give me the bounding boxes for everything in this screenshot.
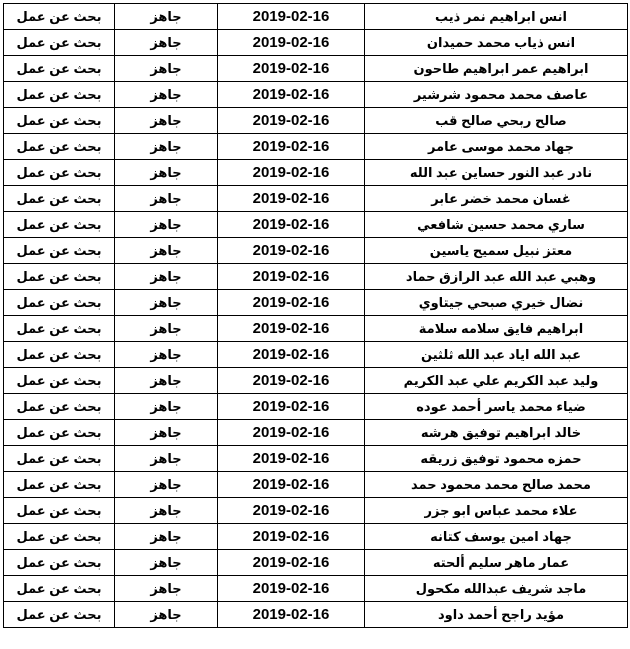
- name-cell: عمار ماهر سليم ألحته: [365, 550, 628, 576]
- table-row: [4, 134, 628, 160]
- name-cell: عاصف محمد محمود شرشير: [365, 82, 628, 108]
- date-cell: 2019-02-16: [218, 446, 365, 472]
- table-row: [4, 186, 628, 212]
- date-cell: 2019-02-16: [218, 498, 365, 524]
- date-cell: 2019-02-16: [218, 394, 365, 420]
- table-row: [4, 4, 628, 30]
- status-cell: بحث عن عمل: [4, 30, 115, 56]
- table-row: [4, 524, 628, 550]
- date-cell: 2019-02-16: [218, 342, 365, 368]
- date-cell: 2019-02-16: [218, 134, 365, 160]
- table-row: [4, 472, 628, 498]
- readiness-cell: جاهز: [115, 394, 218, 420]
- name-cell: انس ابراهيم نمر ذيب: [365, 4, 628, 30]
- date-cell: 2019-02-16: [218, 420, 365, 446]
- status-cell: بحث عن عمل: [4, 394, 115, 420]
- table-row: [4, 82, 628, 108]
- date-cell: 2019-02-16: [218, 472, 365, 498]
- date-cell: 2019-02-16: [218, 264, 365, 290]
- readiness-cell: جاهز: [115, 238, 218, 264]
- name-cell: نادر عبد النور حساين عبد الله: [365, 160, 628, 186]
- table-row: [4, 316, 628, 342]
- readiness-cell: جاهز: [115, 446, 218, 472]
- readiness-cell: جاهز: [115, 550, 218, 576]
- table-row: [4, 498, 628, 524]
- table-row: [4, 576, 628, 602]
- table-row: [4, 420, 628, 446]
- status-cell: بحث عن عمل: [4, 160, 115, 186]
- status-cell: بحث عن عمل: [4, 108, 115, 134]
- status-cell: بحث عن عمل: [4, 576, 115, 602]
- name-cell: وهبي عبد الله عبد الرازق حماد: [365, 264, 628, 290]
- date-cell: 2019-02-16: [218, 238, 365, 264]
- date-cell: 2019-02-16: [218, 212, 365, 238]
- date-cell: 2019-02-16: [218, 82, 365, 108]
- table-row: [4, 56, 628, 82]
- table-row: [4, 290, 628, 316]
- readiness-cell: جاهز: [115, 420, 218, 446]
- status-cell: بحث عن عمل: [4, 524, 115, 550]
- status-cell: بحث عن عمل: [4, 446, 115, 472]
- status-cell: بحث عن عمل: [4, 290, 115, 316]
- readiness-cell: جاهز: [115, 134, 218, 160]
- name-cell: انس ذياب محمد حميدان: [365, 30, 628, 56]
- status-cell: بحث عن عمل: [4, 498, 115, 524]
- name-cell: وليد عبد الكريم علي عبد الكريم: [365, 368, 628, 394]
- name-cell: معتز نبيل سميح ياسين: [365, 238, 628, 264]
- status-cell: بحث عن عمل: [4, 264, 115, 290]
- readiness-cell: جاهز: [115, 30, 218, 56]
- readiness-cell: جاهز: [115, 316, 218, 342]
- readiness-cell: جاهز: [115, 498, 218, 524]
- name-cell: ابراهيم فايق سلامه سلامة: [365, 316, 628, 342]
- date-cell: 2019-02-16: [218, 576, 365, 602]
- name-cell: ابراهيم عمر ابراهيم طاحون: [365, 56, 628, 82]
- readiness-cell: جاهز: [115, 576, 218, 602]
- date-cell: 2019-02-16: [218, 108, 365, 134]
- readiness-cell: جاهز: [115, 602, 218, 628]
- name-cell: نضال خيري صبحي جيتاوي: [365, 290, 628, 316]
- status-cell: بحث عن عمل: [4, 550, 115, 576]
- table-row: [4, 368, 628, 394]
- status-cell: بحث عن عمل: [4, 56, 115, 82]
- readiness-cell: جاهز: [115, 368, 218, 394]
- date-cell: 2019-02-16: [218, 550, 365, 576]
- name-cell: حمزه محمود توفيق زريقه: [365, 446, 628, 472]
- name-cell: علاء محمد عباس ابو جزر: [365, 498, 628, 524]
- status-cell: بحث عن عمل: [4, 368, 115, 394]
- name-cell: عبد الله اياد عبد الله ثلثين: [365, 342, 628, 368]
- readiness-cell: جاهز: [115, 472, 218, 498]
- table-row: [4, 264, 628, 290]
- status-cell: بحث عن عمل: [4, 212, 115, 238]
- table-row: [4, 212, 628, 238]
- readiness-cell: جاهز: [115, 56, 218, 82]
- records-table: [3, 3, 628, 628]
- date-cell: 2019-02-16: [218, 4, 365, 30]
- name-cell: محمد صالح محمد محمود حمد: [365, 472, 628, 498]
- status-cell: بحث عن عمل: [4, 238, 115, 264]
- readiness-cell: جاهز: [115, 264, 218, 290]
- status-cell: بحث عن عمل: [4, 82, 115, 108]
- date-cell: 2019-02-16: [218, 368, 365, 394]
- readiness-cell: جاهز: [115, 82, 218, 108]
- status-cell: بحث عن عمل: [4, 316, 115, 342]
- table-row: [4, 446, 628, 472]
- readiness-cell: جاهز: [115, 290, 218, 316]
- name-cell: مؤيد راجح أحمد داود: [365, 602, 628, 628]
- table-row: [4, 342, 628, 368]
- readiness-cell: جاهز: [115, 108, 218, 134]
- name-cell: خالد ابراهيم توفيق هرشه: [365, 420, 628, 446]
- name-cell: صالح ربحي صالح قب: [365, 108, 628, 134]
- status-cell: بحث عن عمل: [4, 134, 115, 160]
- table-row: [4, 160, 628, 186]
- table-row: [4, 238, 628, 264]
- date-cell: 2019-02-16: [218, 160, 365, 186]
- date-cell: 2019-02-16: [218, 186, 365, 212]
- readiness-cell: جاهز: [115, 160, 218, 186]
- readiness-cell: جاهز: [115, 212, 218, 238]
- name-cell: جهاد محمد موسى عامر: [365, 134, 628, 160]
- readiness-cell: جاهز: [115, 186, 218, 212]
- table-row: [4, 30, 628, 56]
- name-cell: ماجد شريف عبدالله مكحول: [365, 576, 628, 602]
- status-cell: بحث عن عمل: [4, 186, 115, 212]
- date-cell: 2019-02-16: [218, 524, 365, 550]
- status-cell: بحث عن عمل: [4, 4, 115, 30]
- table-row: [4, 550, 628, 576]
- status-cell: بحث عن عمل: [4, 602, 115, 628]
- table-row: [4, 108, 628, 134]
- date-cell: 2019-02-16: [218, 30, 365, 56]
- readiness-cell: جاهز: [115, 524, 218, 550]
- readiness-cell: جاهز: [115, 4, 218, 30]
- name-cell: غسان محمد خضر عابر: [365, 186, 628, 212]
- status-cell: بحث عن عمل: [4, 420, 115, 446]
- table-row: [4, 602, 628, 628]
- date-cell: 2019-02-16: [218, 56, 365, 82]
- date-cell: 2019-02-16: [218, 316, 365, 342]
- date-cell: 2019-02-16: [218, 602, 365, 628]
- name-cell: جهاد امين يوسف كتانه: [365, 524, 628, 550]
- table-row: [4, 394, 628, 420]
- records-table-body: [4, 4, 628, 628]
- status-cell: بحث عن عمل: [4, 472, 115, 498]
- status-cell: بحث عن عمل: [4, 342, 115, 368]
- readiness-cell: جاهز: [115, 342, 218, 368]
- name-cell: ضياء محمد ياسر أحمد عوده: [365, 394, 628, 420]
- name-cell: ساري محمد حسين شافعي: [365, 212, 628, 238]
- date-cell: 2019-02-16: [218, 290, 365, 316]
